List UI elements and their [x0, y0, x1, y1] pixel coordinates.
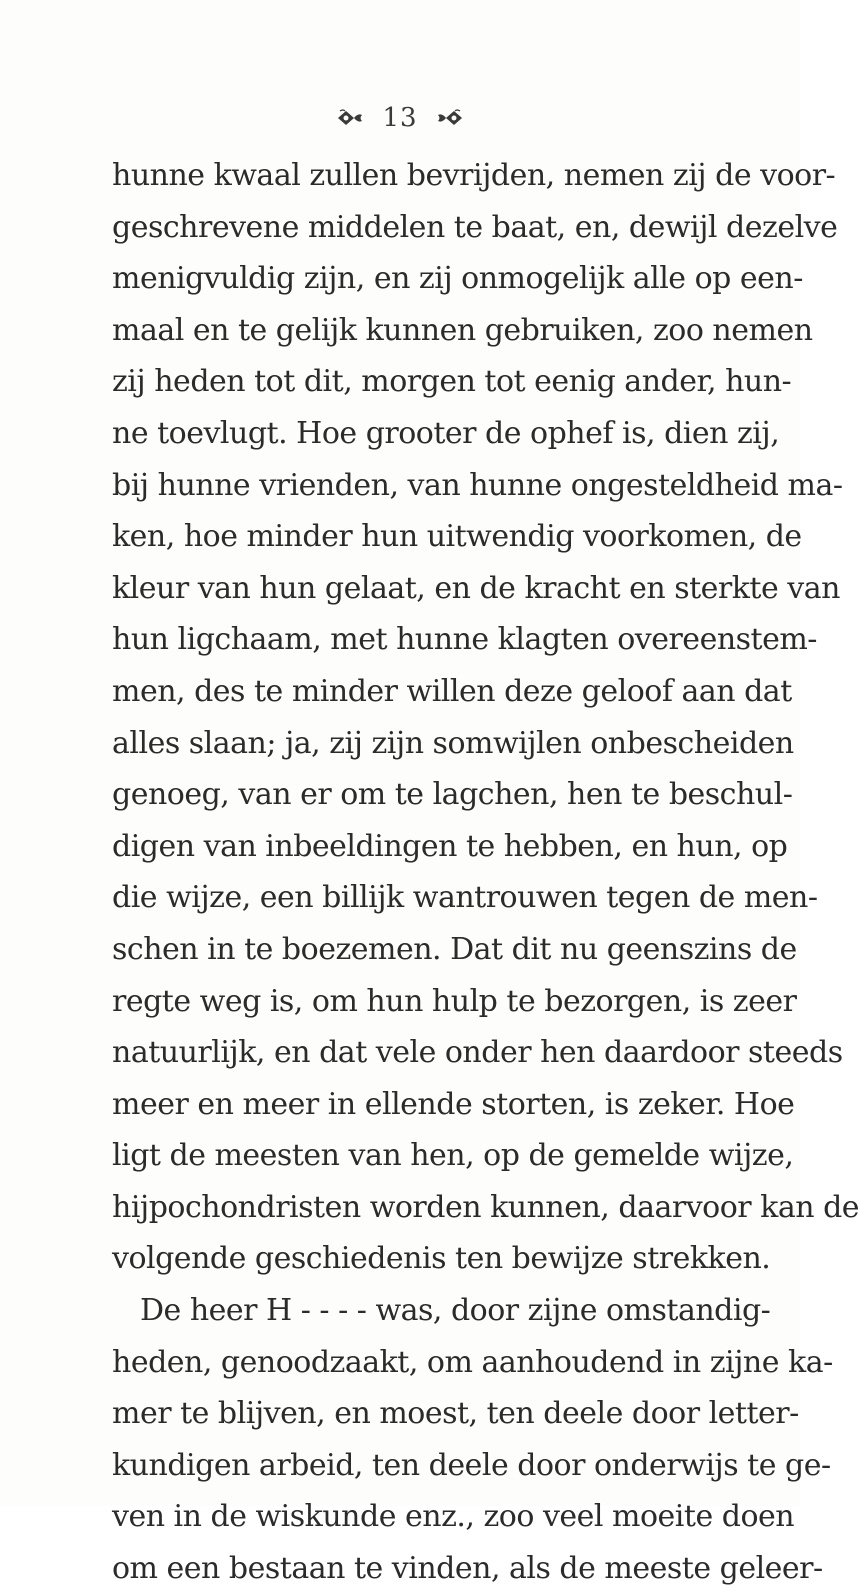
text-line: menigvuldig zijn, en zij onmogelijk alle op een-: [112, 261, 803, 297]
text-line: genoeg, van er om te lagchen, hen te beschul-: [112, 777, 793, 813]
text-line: mer te blijven, en moest, ten deele door letter-: [112, 1396, 799, 1432]
text-line: ven in de wiskunde enz., zoo veel moeite doen: [112, 1499, 795, 1535]
text-line: natuurlijk, en dat vele onder hen daardoor steeds: [112, 1035, 843, 1071]
text-line: maal en te gelijk kunnen gebruiken, zoo nemen: [112, 312, 813, 348]
text-line: ne toevlugt. Hoe grooter de ophef is, dien zij,: [112, 415, 780, 451]
page-number: 13: [382, 103, 418, 133]
body-text: [112, 150, 859, 1595]
text-line: meer en meer in ellende storten, is zeker. Hoe: [112, 1086, 795, 1122]
text-line: die wijze, een billijk wantrouwen tegen de men-: [112, 880, 818, 916]
text-line: zij heden tot dit, morgen tot eenig ander, hun-: [112, 364, 792, 400]
text-line: schen in te boezemen. Dat dit nu geenszins de: [112, 931, 797, 967]
text-line: hijpochondristen worden kunnen, daarvoor kan de: [112, 1189, 859, 1225]
text-line: regte weg is, om hun hulp te bezorgen, is zeer: [112, 983, 797, 1019]
text-line: geschrevene middelen te baat, en, dewijl dezelve: [112, 209, 838, 245]
text-line: De heer H - - - - was, door zijne omstandig-: [140, 1293, 771, 1329]
text-line: ligt de meesten van hen, op de gemelde wijze,: [112, 1138, 794, 1174]
text-line: bij hunne vrienden, van hunne ongesteldheid ma-: [112, 467, 843, 503]
fleuron-right-icon: [436, 107, 464, 129]
text-line: men, des te minder willen deze geloof aan dat: [112, 673, 792, 709]
text-line: ken, hoe minder hun uitwendig voorkomen, de: [112, 519, 802, 555]
text-line: digen van inbeeldingen te hebben, en hun, op: [112, 828, 788, 864]
fleuron-left-icon: [336, 107, 364, 129]
text-line: kundigen arbeid, ten deele door onderwijs te ge-: [112, 1447, 831, 1483]
text-line: om een bestaan te vinden, als de meeste geleer-: [112, 1551, 823, 1587]
text-line: hun ligchaam, met hunne klagten overeenstem-: [112, 622, 817, 658]
text-line: hunne kwaal zullen bevrijden, nemen zij de voor-: [112, 158, 836, 193]
page-header: [0, 98, 800, 138]
text-line: heden, genoodzaakt, om aanhoudend in zijne ka-: [112, 1344, 833, 1380]
text-line: alles slaan; ja, zij zijn somwijlen onbescheiden: [112, 725, 794, 761]
text-line: kleur van hun gelaat, en de kracht en sterkte van: [112, 570, 840, 606]
text-line: volgende geschiedenis ten bewijze strekken.: [112, 1241, 771, 1277]
